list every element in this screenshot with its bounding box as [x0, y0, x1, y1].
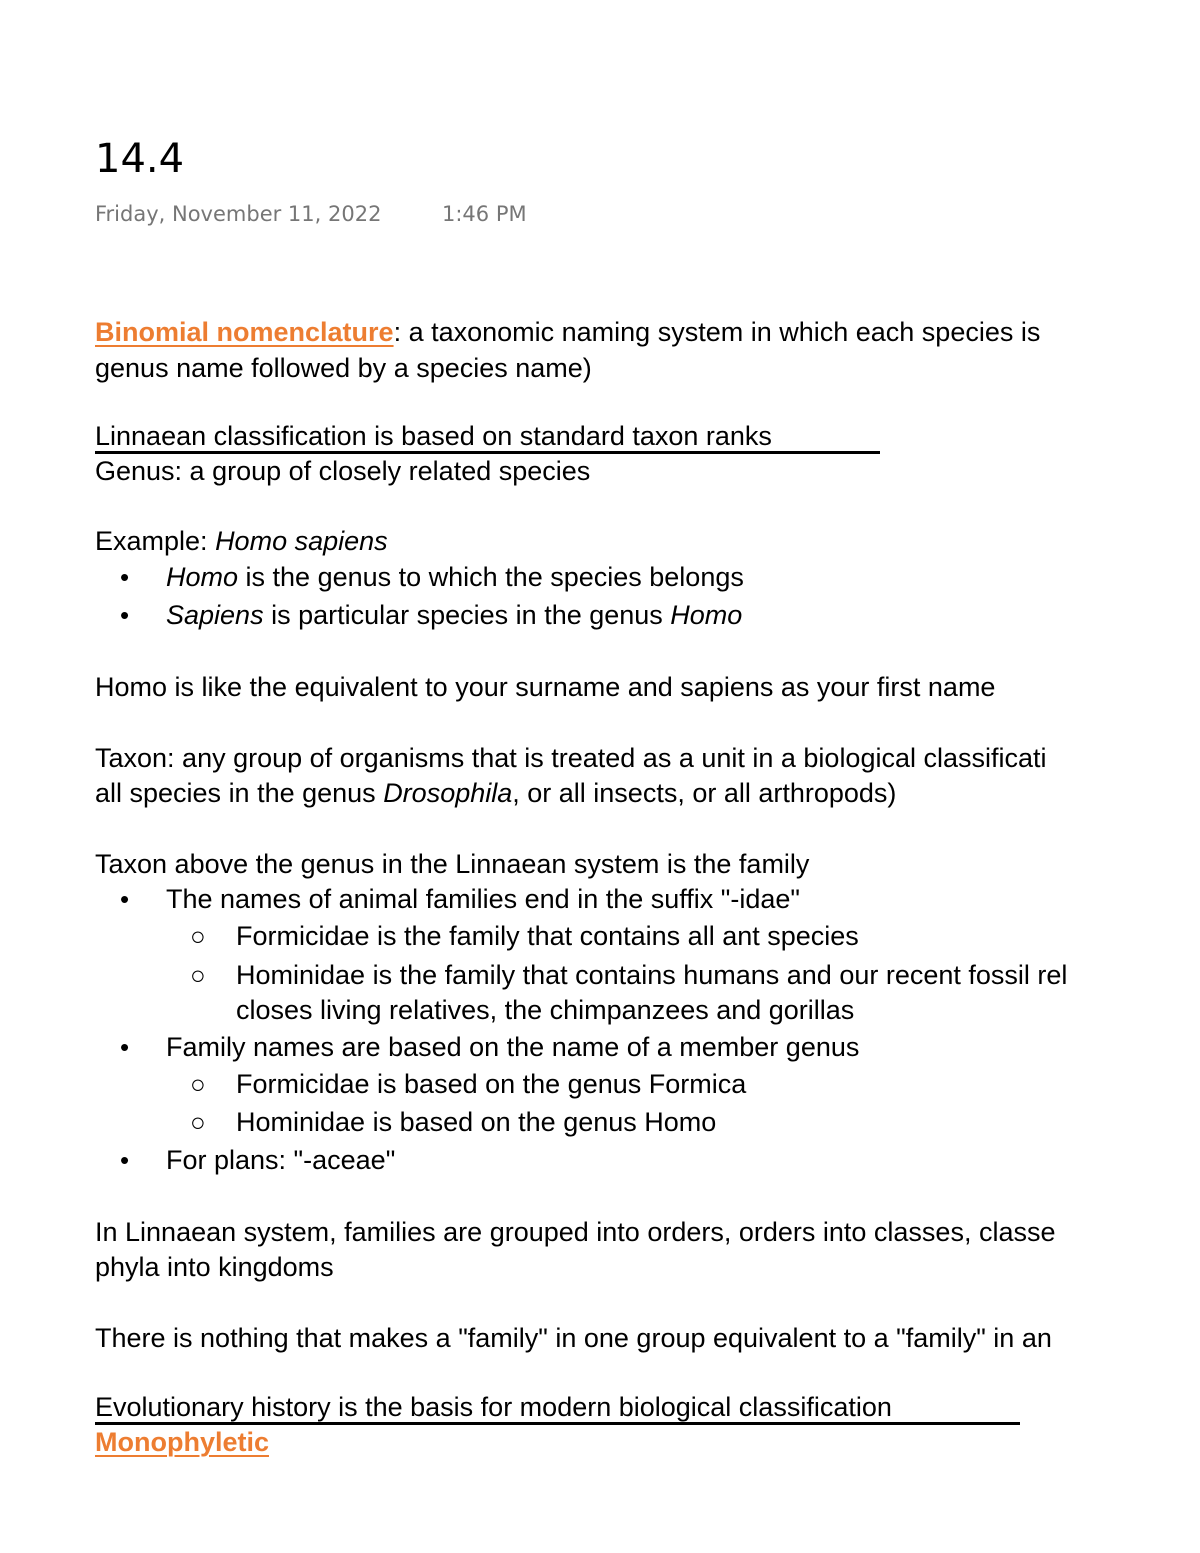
bullet-icon: •: [120, 884, 130, 914]
taxon-definition: Taxon: any group of organisms that is treated as a unit in a biological classificati: [95, 743, 1047, 773]
evolution-heading: Evolutionary history is the basis for modern biological classification: [95, 1392, 892, 1422]
family-bullet-1: The names of animal families end in the suffix "-idae": [166, 884, 800, 914]
hollow-bullet-icon: ○: [190, 921, 206, 951]
family-bullet-1-sub-2: Hominidae is the family that contains humans and our recent fossil rel: [236, 960, 1068, 990]
family-bullet-2-sub-1: Formicidae is based on the genus Formica: [236, 1069, 747, 1099]
taxon-cont-a: all species in the genus: [95, 778, 384, 808]
taxon-definition-cont: [95, 775, 896, 811]
bullet-icon: •: [120, 600, 130, 630]
homo-analogy: Homo is like the equivalent to your surname and sapiens as your first name: [95, 672, 996, 702]
example-name: Homo sapiens: [215, 526, 388, 556]
page-time: 1:46 PM: [442, 202, 527, 226]
family-bullet-2: Family names are based on the name of a member genus: [166, 1032, 860, 1062]
grouping-line-cont: phyla into kingdoms: [95, 1252, 334, 1282]
note-body: [0, 300, 1200, 1457]
example-bullet-1: [166, 559, 744, 595]
example-line: [95, 523, 388, 559]
family-bullet-1-sub-2-cont: closes living relatives, the chimpanzees and gorillas: [236, 995, 855, 1025]
hollow-bullet-icon: ○: [190, 1069, 206, 1099]
example-bullet-1-text: is the genus to which the species belongs: [238, 562, 744, 592]
binomial-term: Binomial nomenclature: [95, 317, 394, 347]
example-bullet-2-text: is particular species in the genus: [263, 600, 671, 630]
bullet-icon: •: [120, 1032, 130, 1062]
grouping-line: In Linnaean system, families are grouped into orders, orders into classes, classe: [95, 1217, 1056, 1247]
binomial-definition: [95, 314, 1040, 350]
monophyletic-term: Monophyletic: [95, 1427, 269, 1457]
family-bullet-3: For plans: "-aceae": [166, 1145, 396, 1175]
genus-definition: Genus: a group of closely related species: [95, 456, 591, 486]
binomial-definition-cont: genus name followed by a species name): [95, 353, 592, 383]
example-label: Example:: [95, 526, 216, 556]
family-bullet-2-sub-2: Hominidae is based on the genus Homo: [236, 1107, 717, 1137]
example-bullet-2-em2: Homo: [670, 600, 743, 630]
example-bullet-2: [166, 597, 742, 633]
bullet-icon: •: [120, 1145, 130, 1175]
binomial-text: : a taxonomic naming system in which each species is: [393, 317, 1041, 347]
taxon-cont-b: , or all insects, or all arthropods): [512, 778, 897, 808]
page-title: 14.4: [95, 136, 185, 182]
monophyletic-term-cut: [95, 1424, 269, 1460]
hollow-bullet-icon: ○: [190, 960, 206, 990]
example-bullet-2-em: Sapiens: [166, 600, 264, 630]
hollow-bullet-icon: ○: [190, 1107, 206, 1137]
bullet-icon: •: [120, 562, 130, 592]
family-intro: Taxon above the genus in the Linnaean system is the family: [95, 849, 810, 879]
taxon-cont-em: Drosophila: [383, 778, 513, 808]
example-bullet-1-em: Homo: [166, 562, 239, 592]
family-bullet-1-sub-1: Formicidae is the family that contains all ant species: [236, 921, 859, 951]
family-equivalence-note: There is nothing that makes a "family" in one group equivalent to a "family" in an: [95, 1323, 1052, 1353]
page-metadata: [95, 200, 527, 228]
page-date: Friday, November 11, 2022: [95, 202, 382, 226]
linnaean-heading: Linnaean classification is based on standard taxon ranks: [95, 421, 772, 451]
